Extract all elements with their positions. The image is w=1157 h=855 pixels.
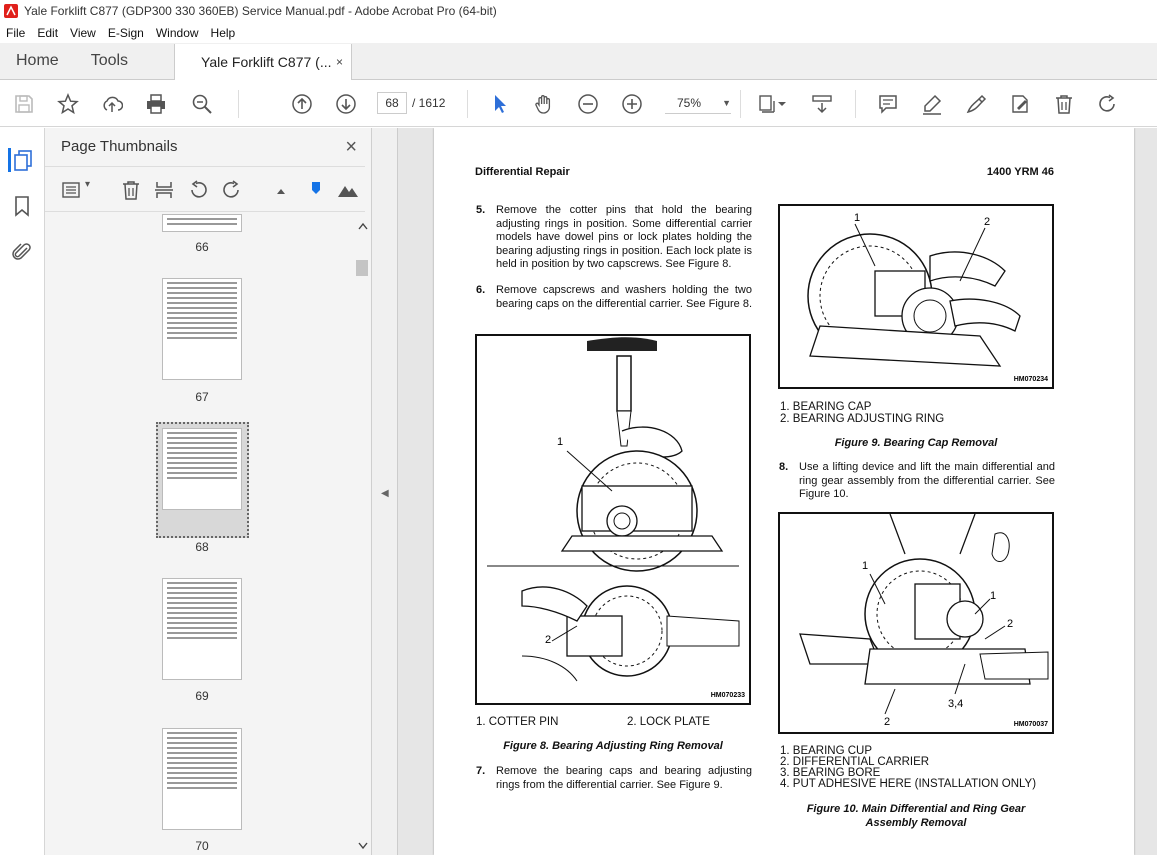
scroll-up-icon[interactable] [358,222,368,230]
thumbnail-label-67: 67 [195,390,209,404]
tab-document-label: Yale Forklift C877 (... [201,54,332,70]
figure-9-illustration [778,204,1054,389]
chevron-down-icon[interactable]: ▾ [85,179,91,190]
figure-10-legend-1: 1. BEARING CUP [780,745,873,757]
title-bar [0,0,1157,22]
menu-window[interactable]: Window [155,25,199,40]
rotate-right-icon[interactable] [221,179,243,201]
toolbar-separator [467,90,468,118]
thumbnails-panel [45,128,372,855]
previous-page-icon[interactable] [290,92,314,116]
delete-trash-icon[interactable] [1052,92,1076,116]
figure-10-code: HM070037 [1013,721,1048,728]
main-toolbar [0,80,1157,127]
highlight-pen-icon[interactable] [920,92,944,116]
thumbnail-label-69: 69 [195,689,209,703]
figure-8-callout-1: 1 [557,436,564,448]
chevron-down-icon: ▼ [722,97,731,108]
thumbnail-page-67[interactable] [162,278,242,380]
window-title: Yale Forklift C877 (GDP300 330 360EB) Service Manual.pdf - Adobe Acrobat Pro (64-bit) [24,4,497,18]
figure-10-callout-2a: 2 [1007,618,1014,630]
differential-cotter-pin-drawing [477,336,749,703]
tab-bar [0,43,1157,80]
tab-home[interactable]: Home [16,52,59,69]
thumbnail-page-68[interactable] [162,428,242,510]
figure-10-caption-line-1: Figure 10. Main Differential and Ring Gear [806,803,1026,815]
thumbnail-small-icon[interactable] [271,179,293,201]
figure-8-legend-2: 2. LOCK PLATE [627,716,710,728]
close-tab-icon[interactable]: × [336,55,344,69]
menu-view[interactable]: View [70,25,96,40]
options-menu-icon[interactable] [61,179,83,201]
toolbar-separator [855,90,856,118]
thumbnail-label-70: 70 [195,839,209,853]
page-header-section: Differential Repair [475,166,570,178]
redo-icon[interactable] [1096,92,1120,116]
star-bookmark-icon[interactable] [56,92,80,116]
left-rail [0,128,45,855]
figure-8-code: HM070233 [710,692,745,699]
thumbnail-list [45,214,355,855]
figure-10-callout-1a: 1 [862,560,869,572]
upload-cloud-icon[interactable] [100,92,124,116]
next-page-icon[interactable] [334,92,358,116]
tab-document[interactable] [174,44,352,80]
thumbnail-scrollbar[interactable] [355,218,371,855]
figure-8-callout-2: 2 [545,634,552,646]
panel-splitter[interactable] [372,128,398,855]
collapse-panel-icon[interactable]: ◀ [381,488,389,499]
figure-8-legend-1: 1. COTTER PIN [476,716,559,728]
chevron-down-icon[interactable] [776,92,788,116]
step-5: 5. Remove the cotter pins that hold the bearing adjusting rings in position. Some differential carrier models have dowel pins or lock plates holding the bearing adjusting rings in position. Each lock plate is held in position by two capscrews. See Figure 8. [476,204,752,270]
close-icon[interactable]: × [345,136,357,158]
thumbnail-label-68: 68 [195,540,209,554]
figure-10-caption-line-2: Assembly Removal [865,817,967,829]
figure-10-callout-34: 3,4 [948,698,964,710]
figure-9-legend-2: 2. BEARING ADJUSTING RING [780,413,945,425]
thumbnail-label-66: 66 [195,240,209,254]
thumbnail-page-66[interactable] [162,214,242,232]
page-number-input[interactable]: 68 [377,92,407,114]
figure-10-callout-2b: 2 [884,716,891,728]
step-6: 6. Remove capscrews and washers holding the two bearing caps on the differential carrier. See Figure 8. [476,284,753,310]
figure-10-legend-2: 2. DIFFERENTIAL CARRIER [780,756,930,768]
scroll-down-icon[interactable] [358,842,368,850]
zoom-level-select[interactable] [665,92,731,114]
page-count: / 1612 [412,96,446,110]
zoom-level-value: 75% [677,95,702,110]
step-7: 7. Remove the bearing caps and bearing adjusting rings from the differential carrier. See Figure 9. [476,765,752,791]
thumbnail-large-icon[interactable] [337,179,359,201]
hand-tool-icon[interactable] [532,92,556,116]
page-thumbnails-icon[interactable] [8,148,32,172]
print-icon[interactable] [144,92,168,116]
tab-tools[interactable]: Tools [90,52,129,69]
pdf-page [434,128,1134,855]
menu-file[interactable]: File [6,25,26,40]
figure-9-caption: Figure 9. Bearing Cap Removal [834,437,998,449]
figure-10-callout-1b: 1 [990,590,997,602]
thumbnail-size-slider-icon[interactable] [305,179,327,201]
menu-edit[interactable]: Edit [37,25,59,40]
zoom-out-icon[interactable] [576,92,600,116]
panel-toolbar [45,166,365,212]
figure-9-callout-1: 1 [854,212,861,224]
thumbnail-page-70[interactable] [162,728,242,830]
figure-9-callout-2: 2 [984,216,991,228]
thumbnail-page-69[interactable] [162,578,242,680]
page-header-doc-id: 1400 YRM 46 [986,166,1054,178]
toolbar-separator [740,90,741,118]
rotate-left-icon[interactable] [187,179,209,201]
bearing-cap-drawing [780,206,1052,387]
edit-pdf-icon[interactable] [1008,92,1032,116]
sign-pen-icon[interactable] [964,92,988,116]
figure-9-code: HM070234 [1013,376,1048,383]
menu-help[interactable]: Help [210,25,236,40]
zoom-search-icon[interactable] [190,92,214,116]
figure-10-legend-4: 4. PUT ADHESIVE HERE (INSTALLATION ONLY) [780,778,1037,790]
menu-bar [0,22,1157,43]
figure-9-legend-1: 1. BEARING CAP [780,401,872,413]
step-8: 8. Use a lifting device and lift the main differential and ring gear assembly from the differential carrier. See Figure 10. [779,461,1055,500]
menu-esign[interactable]: E-Sign [107,25,144,40]
panel-title: Page Thumbnails [61,138,178,155]
figure-10-illustration [778,512,1054,734]
comment-icon[interactable] [876,92,900,116]
figure-8-caption: Figure 8. Bearing Adjusting Ring Removal [503,740,723,752]
zoom-in-icon[interactable] [620,92,644,116]
figure-10-legend-3: 3. BEARING BORE [780,767,881,779]
scrollbar-thumb[interactable] [356,260,368,276]
figure-8-illustration [475,334,751,705]
delete-page-icon[interactable] [120,179,142,201]
scroll-mode-icon[interactable] [810,92,834,116]
select-cursor-icon[interactable] [488,92,512,116]
extract-pages-icon[interactable] [153,179,175,201]
save-icon[interactable] [12,92,36,116]
document-viewer[interactable] [398,128,1157,855]
attachment-icon[interactable] [10,240,34,264]
acrobat-icon [4,4,18,18]
bookmark-icon[interactable] [10,194,34,218]
toolbar-separator [238,90,239,118]
